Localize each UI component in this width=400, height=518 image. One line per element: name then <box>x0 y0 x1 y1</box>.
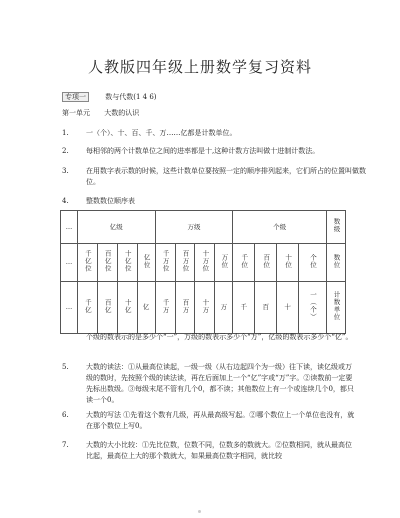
table-cell: 一（个） <box>299 282 327 334</box>
place-value-table <box>60 210 346 334</box>
topic-heading <box>62 92 157 102</box>
unit-name: 大数的认识 <box>104 109 140 117</box>
item-number: 2. <box>62 147 69 155</box>
table-cell: 计数单位 <box>326 282 345 334</box>
table-cell: 十 <box>277 282 299 334</box>
table-cell: 千亿位 <box>77 244 97 282</box>
item-text: 大数的大小比较：①先比位数，位数不同，位数多的数就大。②位数相同，就从最高位比起，最高位上大的那个数就大，如果最高位数字相同，就比较 <box>86 441 352 460</box>
table-cell: 百亿 <box>97 282 117 334</box>
table-cell: 亿位 <box>137 244 155 282</box>
item-number: 5. <box>62 363 69 371</box>
item-text: 大数的写法 ①先看这个数有几级，再从最高级写起。②哪个数位上一个单位也没有，就在那个数位上写0。 <box>86 411 355 430</box>
table-cell: 百 <box>255 282 277 334</box>
table-cell: 数位 <box>326 244 345 282</box>
table-cell: 亿 <box>137 282 155 334</box>
item-text: 整数数位顺序表 <box>86 197 135 205</box>
table-cell: 十位 <box>277 244 299 282</box>
item-number: 7. <box>62 441 69 449</box>
item-number: 4. <box>62 197 69 205</box>
table-cell: 数级 <box>326 211 345 244</box>
table-cell: … <box>61 282 78 334</box>
table-cell: … <box>61 244 78 282</box>
table-cell: 十亿 <box>117 282 137 334</box>
table-row <box>61 211 346 244</box>
table-cell: 十亿位 <box>117 244 137 282</box>
item-text: 大数的读法：①从最高位读起，一级一级（从右边起四个为一级）往下读，读亿级或万级的数时，先按照个级的读法读，再在后面加上一个“亿”字或“万”字。②读数前一定要先标出数级。③每级末尾不管有几个0，都不读；其他数位上有一个或连续几个0，都只读一个0。 <box>86 363 354 404</box>
table-cell: 个位 <box>299 244 327 282</box>
table-cell: 万级 <box>155 211 233 244</box>
table-cell: 万 <box>215 282 233 334</box>
table-cell: 个级 <box>233 211 327 244</box>
table-cell: 千亿 <box>77 282 97 334</box>
item-text: 每相邻的两个计数单位之间的进率都是十,这种计数方法叫做十进制计数法。 <box>86 147 320 155</box>
table-cell: 十万 <box>195 282 215 334</box>
table-cell: … <box>61 211 78 244</box>
item-number: 3. <box>62 167 69 175</box>
table-cell: 百万位 <box>175 244 195 282</box>
table-cell: 百亿位 <box>97 244 117 282</box>
table-cell: 千万位 <box>155 244 175 282</box>
table-cell: 百位 <box>255 244 277 282</box>
unit-heading <box>62 108 139 118</box>
table-note: 个级的数表示的是多少个“一”，万级的数表示多少个“万”，亿级的数表示多少个“亿”。 <box>86 333 353 341</box>
page-mark <box>198 510 201 513</box>
topic-name: 数与代数(1 4 6) <box>105 93 157 101</box>
table-row <box>61 244 346 282</box>
table-cell: 百万 <box>175 282 195 334</box>
table-cell: 十万位 <box>195 244 215 282</box>
item-number: 6. <box>62 411 69 419</box>
topic-label: 专项一 <box>62 92 89 102</box>
table-cell: 亿级 <box>77 211 155 244</box>
item-number: 1. <box>62 129 69 137</box>
unit-label: 第一单元 <box>62 109 90 117</box>
table-cell: 千万 <box>155 282 175 334</box>
page-title: 人教版四年级上册数学复习资料 <box>87 58 312 76</box>
item-text: 一（个）、十、百、千、万……亿都是计数单位。 <box>86 129 237 137</box>
table-cell: 万位 <box>215 244 233 282</box>
table-cell: 千 <box>233 282 255 334</box>
table-row <box>61 282 346 334</box>
table-cell: 千位 <box>233 244 255 282</box>
item-text: 在用数字表示数的时候，这些计数单位要按照一定的顺序排列起来，它们所占的位置叫做数位。 <box>86 167 366 186</box>
